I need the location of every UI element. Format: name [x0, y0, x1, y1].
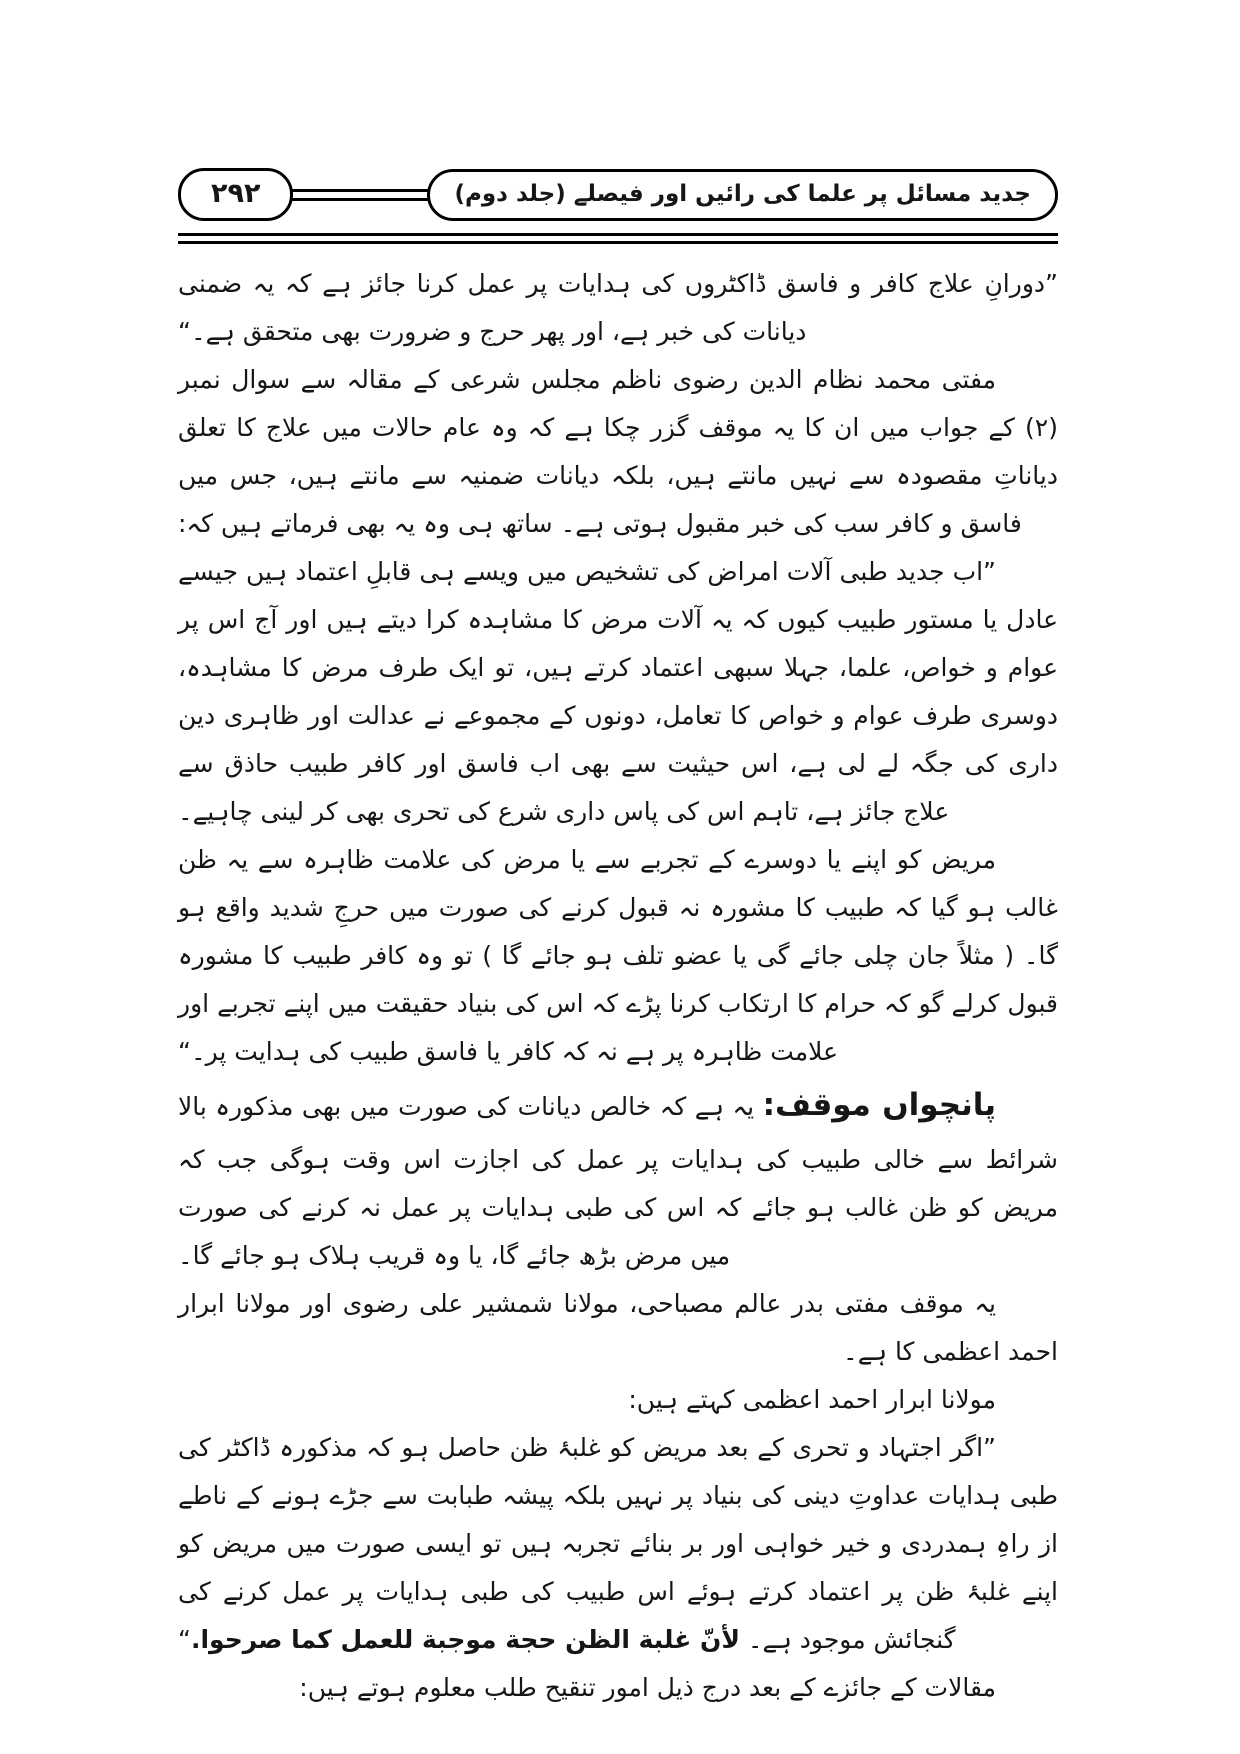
- page-number: ۲۹۲: [211, 178, 261, 209]
- page-header: [178, 168, 1058, 221]
- paragraph-fifth-position: [178, 1076, 1058, 1280]
- page-content: [178, 168, 1058, 1712]
- page-number-pill: [178, 168, 293, 221]
- paragraph-mufti-nizamuddin-position: مفتی محمد نظام الدین رضوی ناظم مجلس شرعی کے مقالہ سے سوال نمبر (۲) کے جواب میں ان کا یہ موقف گزر چکا ہے کہ وہ عام حالات میں علاج کا تعلق دیاناتِ مقصودہ سے نہیں مانتے ہیں، بلکہ دیانات ضمنیہ سے مانتے ہیں، جس میں فاسق و کافر سب کی خبر مقبول ہوتی ہے۔ ساتھ ہی وہ یہ بھی فرماتے ہیں کہ:: [178, 365, 1058, 538]
- book-title: جدید مسائل پر علما کی رائیں اور فیصلے (جلد دوم): [454, 180, 1031, 207]
- body-text: [178, 260, 1058, 1712]
- ijtihad-quote-text: ”اگر اجتہاد و تحری کے بعد مریض کو غلبۂ ظن حاصل ہو کہ مذکورہ ڈاکٹر کی طبی ہدایات عداوتِ دینی کی بنیاد پر نہیں بلکہ پیشہ طبابت سے جڑے ہونے کے ناطے از راہِ ہمدردی و خیر خواہی اور بر بنائے تجربہ ہیں تو ایسی صورت میں مریض کو اپنے غلبۂ ظن پر اعتماد کرتے ہوئے اس طبیب کی طبی ہدایات پر عمل کرنے کی گنجائش موجود ہے۔: [178, 1432, 1058, 1654]
- closing-quote-mark: “: [178, 1624, 191, 1654]
- paragraph-maulana-abrar-says: مولانا ابرار احمد اعظمی کہتے ہیں:: [628, 1384, 996, 1414]
- paragraph-quote-doctors-instructions: ”دورانِ علاج کافر و فاسق ڈاکٹروں کی ہدایات پر عمل کرنا جائز ہے کہ یہ ضمنی دیانات کی خبر ہے، اور پھر حرج و ضرورت بھی متحقق ہے۔“: [178, 269, 1058, 346]
- fifth-position-text: یہ ہے کہ خالص دیانات کی صورت میں بھی مذکورہ بالا شرائط سے خالی طبیب کی ہدایات پر عمل کی اجازت اس وقت ہوگی جب کہ مریض کو ظن غالب ہو جائے کہ اس کی طبی ہدایات پر عمل نہ کرنے کی صورت میں مرض بڑھ جائے گا، یا وہ قریب ہلاک ہو جائے گا۔: [178, 1092, 1058, 1270]
- fifth-position-heading: پانچواں موقف:: [762, 1087, 996, 1123]
- header-double-rule: [178, 233, 1058, 244]
- header-connector-rule: [289, 189, 431, 201]
- paragraph-position-holders: یہ موقف مفتی بدر عالم مصباحی، مولانا شمشیر علی رضوی اور مولانا ابرار احمد اعظمی کا ہے۔: [178, 1288, 1058, 1366]
- paragraph-quote-modern-instruments: ”اب جدید طبی آلات امراض کی تشخیص میں ویسے ہی قابلِ اعتماد ہیں جیسے عادل یا مستور طبیب کیوں کہ یہ آلات مرض کا مشاہدہ کرا دیتے ہیں اور آج اس پر عوام و خواص، علما، جہلا سبھی اعتماد کرتے ہیں، تو ایک طرف مرض کا مشاہدہ، دوسری طرف عوام و خواص کا تعامل، دونوں کے مجموعے نے عدالت اور ظاہری دین داری کی جگہ لے لی ہے، اس حیثیت سے بھی اب فاسق اور کافر طبیب حاذق سے علاج جائز ہے، تاہم اس کی پاس داری شرع کی تحری بھی کر لینی چاہیے۔: [178, 557, 1058, 826]
- paragraph-patient-experience: مریض کو اپنے یا دوسرے کے تجربے سے یا مرض کی علامت ظاہرہ سے یہ ظن غالب ہو گیا کہ طبیب کا مشورہ نہ قبول کرنے کی صورت میں حرجِ شدید واقع ہو گا۔ ( مثلاً جان چلی جائے گی یا عضو تلف ہو جائے گا ) تو وہ کافر طبیب کا مشورہ قبول کرلے گو کہ حرام کا ارتکاب کرنا پڑے کہ اس کی بنیاد حقیقت میں اپنے تجربے اور علامت ظاہرہ پر ہے نہ کہ کافر یا فاسق طبیب کی ہدایت پر۔“: [178, 845, 1058, 1066]
- book-title-pill: [427, 169, 1058, 221]
- paragraph-review-conclusion: مقالات کے جائزے کے بعد درج ذیل امور تنقیح طلب معلوم ہوتے ہیں:: [299, 1672, 996, 1702]
- paragraph-quote-ijtihad: [178, 1424, 1058, 1664]
- arabic-maxim: لأنّ غلبة الظن حجة موجبة للعمل كما صرحوا.: [190, 1624, 740, 1654]
